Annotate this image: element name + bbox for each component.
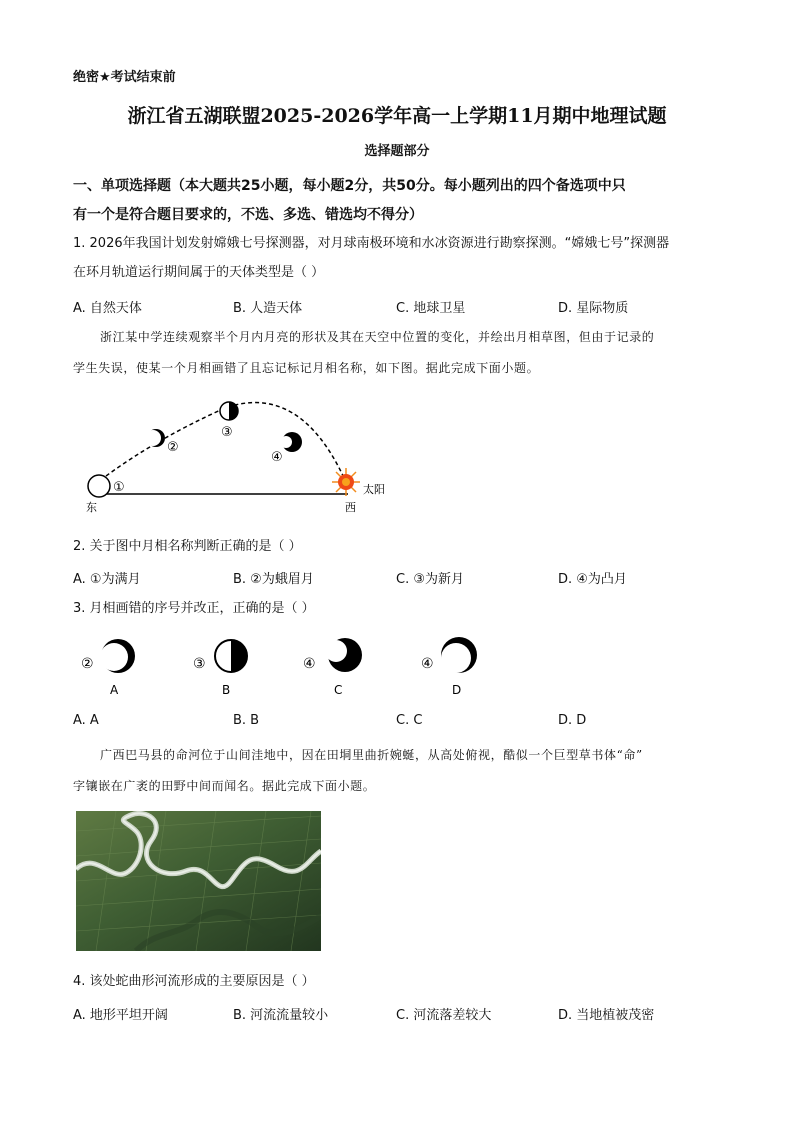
- q4-option-a: A. 地形平坦开阔: [73, 1008, 168, 1023]
- q3-stem: 3. 月相画错的序号并改正，正确的是（ ）: [73, 601, 315, 616]
- section-line-1: 一、单项选择题（本大题共25小题，每小题2分，共50分。每小题列出的四个备选项中只: [73, 178, 626, 194]
- q3-fig-d-moon-icon: [441, 637, 477, 673]
- q3-fig-b-moon-icon: [215, 640, 247, 672]
- section-line-2: 有一个是符合题目要求的，不选、多选、错选均不得分）: [73, 207, 423, 223]
- sun-label: 太阳: [363, 483, 385, 496]
- q2-option-a: A. ①为满月: [73, 572, 141, 587]
- q3-fig-a-number: ②: [81, 656, 94, 672]
- q1-stem-line-2: 在环月轨道运行期间属于的天体类型是（ ）: [73, 265, 325, 280]
- sun-icon: [332, 468, 360, 496]
- q3-option-c: C. C: [396, 713, 423, 728]
- q3-fig-d-letter: D: [452, 683, 462, 697]
- exam-title: 浙江省五湖联盟2025-2026学年高一上学期11月期中地理试题: [127, 105, 667, 127]
- confidential-label: 绝密★考试结束前: [73, 70, 176, 85]
- q3-fig-a-moon-icon: [100, 639, 135, 673]
- q3-fig-d-number: ④: [421, 656, 434, 672]
- passage2-line-1: 广西巴马县的命河位于山间洼地中，因在田垌里曲折婉蜒，从高处俯视，酷似一个巨型草书体“命”: [100, 748, 643, 762]
- q4-option-d: D. 当地植被茂密: [558, 1008, 655, 1023]
- moon-label-2: ②: [167, 440, 179, 455]
- q2-option-b: B. ②为蛾眉月: [233, 572, 314, 587]
- q2-option-c: C. ③为新月: [396, 572, 464, 587]
- section-instructions: [73, 172, 733, 230]
- q3-fig-c-moon-icon: [325, 638, 362, 672]
- q3-fig-c-number: ④: [303, 656, 316, 672]
- passage2-line-2: 字镶嵌在广袤的田野中间而闻名。据此完成下面小题。: [73, 779, 376, 793]
- q1-option-b: B. 人造天体: [233, 301, 303, 316]
- q3-fig-c-letter: C: [334, 683, 343, 697]
- q3-fig-b-letter: B: [222, 683, 231, 697]
- moon-label-4: ④: [271, 450, 283, 465]
- passage1-line-1: 浙江某中学连续观察半个月内月亮的形状及其在天空中位置的变化，并绘出月相草图，但由于记录的: [100, 330, 655, 344]
- river-aerial-photo: [76, 811, 321, 951]
- q1-option-a: A. 自然天体: [73, 301, 142, 316]
- moon-label-3: ③: [221, 425, 233, 440]
- moon-1-icon: [88, 475, 110, 497]
- q1-option-d: D. 星际物质: [558, 301, 629, 316]
- q3-fig-a-letter: A: [110, 683, 119, 697]
- section-subtitle: 选择题部分: [364, 144, 430, 159]
- east-label: 东: [86, 501, 97, 514]
- q3-option-d: D. D: [558, 713, 587, 728]
- moon-label-1: ①: [113, 480, 125, 495]
- moon-phase-diagram: [70, 390, 430, 520]
- q1-option-c: C. 地球卫星: [396, 301, 466, 316]
- q1-stem-line-1: 1. 2026年我国计划发射嫦娥七号探测器，对月球南极环境和水冰资源进行勘察探测。“嫦娥七号”探测器: [73, 236, 670, 251]
- q3-option-b: B. B: [233, 713, 260, 728]
- q2-stem: 2. 关于图中月相名称判断正确的是（ ）: [73, 539, 302, 554]
- q4-option-c: C. 河流落差较大: [396, 1008, 492, 1023]
- q3-fig-b-number: ③: [193, 656, 206, 672]
- q3-option-a: A. A: [73, 713, 99, 728]
- q4-option-b: B. 河流流量较小: [233, 1008, 329, 1023]
- q3-figures: [70, 628, 500, 700]
- q2-option-d: D. ④为凸月: [558, 572, 627, 587]
- passage1-line-2: 学生失误，使某一个月相画错了且忘记标记月相名称，如下图。据此完成下面小题。: [73, 361, 540, 375]
- q4-stem: 4. 该处蛇曲形河流形成的主要原因是（ ）: [73, 974, 315, 989]
- west-label: 西: [345, 501, 356, 514]
